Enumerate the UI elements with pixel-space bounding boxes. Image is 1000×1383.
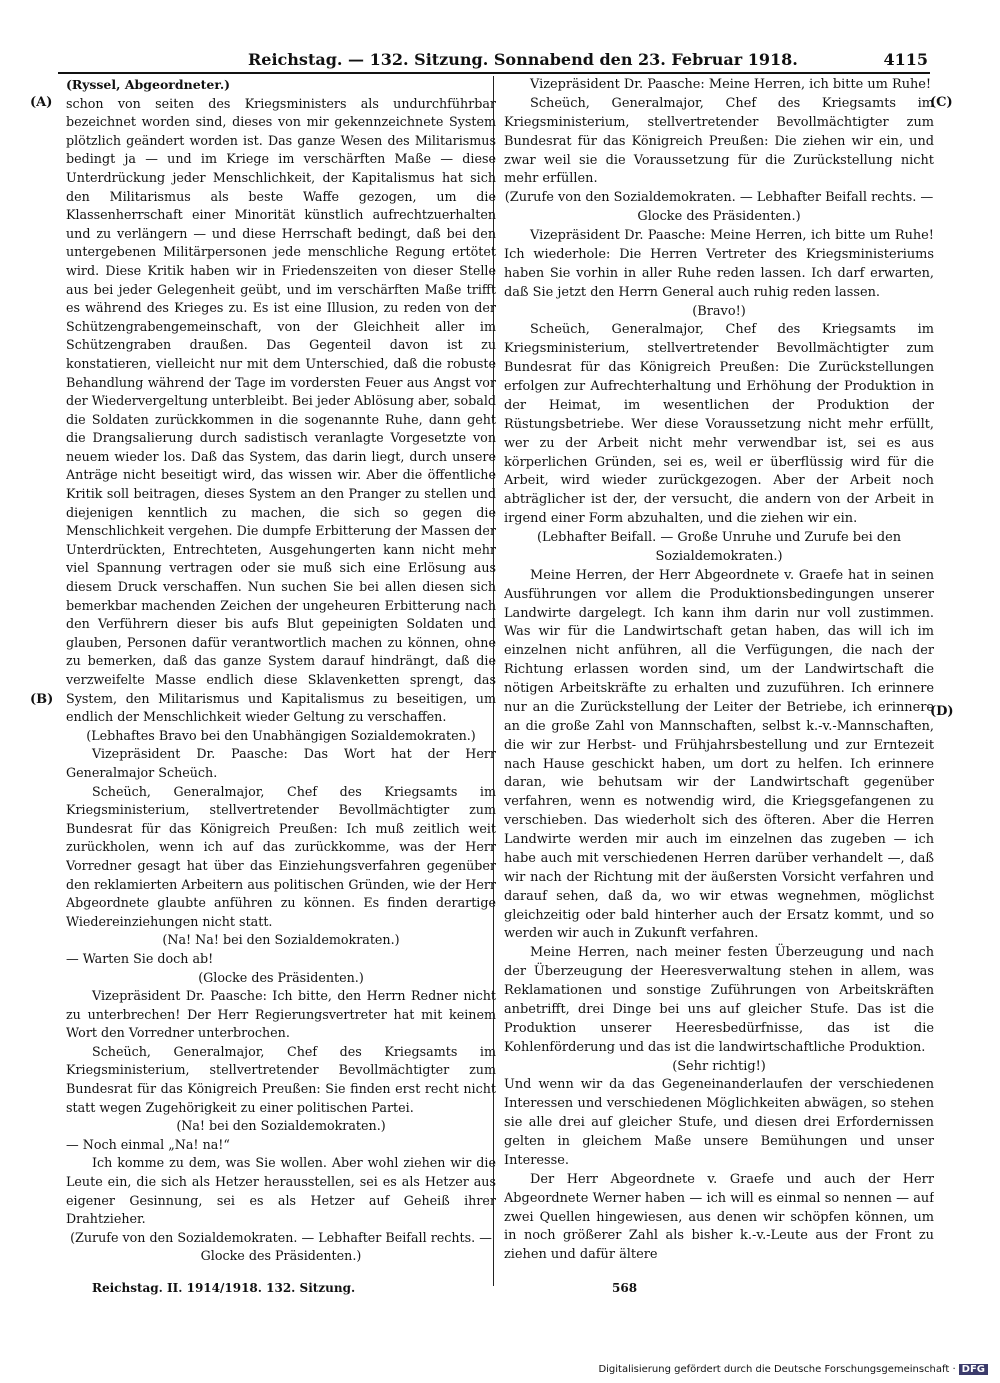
paragraph: — Warten Sie doch ab! — [66, 950, 214, 966]
interjection: (Lebhaftes Bravo bei den Unabhängigen Sozialdemokraten.) — [86, 727, 476, 743]
interjection: (Sehr richtig!) — [672, 1058, 766, 1074]
right-column — [504, 76, 934, 1296]
paragraph: Scheüch, Generalmajor, Chef des Kriegsamts im Kriegsministerium, stellvertretender Bevollmächtigter zum Bundesrat für das Königreich Preußen: Ich muß zeitlich weit zurückholen, wenn ich auf das zurückkomme, was der Herr Vorredner gesagt hat über das Einziehungsverfahren gegenüber den reklamierten Arbeitern aus politischen Gründen, wie der Herr Abgeordnete glaubte anführen zu können. Es finden derartige Wiedereinziehungen nicht statt. — [66, 783, 496, 929]
interjection: (Na! Na! bei den Sozialdemokraten.) — [162, 932, 400, 948]
paragraph: Meine Herren, der Herr Abgeordnete v. Graefe hat in seinen Ausführungen vor allem die Produktionsbedingungen unserer Landwirte dargelegt. Ich kann ihm darin nur voll zustimmen. Was wir für die Landwirtschaft getan haben, das will ich im einzelnen nicht anführen, all die Verfügungen, die nach der Richtung erlassen worden sind, um der Landwirtschaft die nötigen Arbeitskräfte zu erhalten und zuzuführen. Ich erinnere nur an die Zurückstellung der Leiter der Betriebe, ich erinnere an die große Zahl von Mannschaften, selbst k.-v.-Mannschaften, die wir zur Herbst- und Frühjahrsbestellung und zur Erntezeit nach Hause geschickt haben, um dort zu helfen. Ich erinnere daran, wie behutsam wir der Landwirtschaft gegenüber verfahren, wenn es notwendig wird, die Kriegsgefangenen zu verschieben. Das wiederholt sich des öfteren. Aber die Herren Landwirte werden mir auch im einzelnen das zugeben — ich habe auch mit verschiedenen Herren darüber verhandelt —, daß wir nach der Richtung mit der äußersten Vorsicht verfahren und darauf sehen, daß da, wo wir etwas wegnehmen, möglichst gleichzeitig oder bald hinterher auch der Ersatz kommt, und so werden wir auch in Zukunft verfahren. — [504, 567, 934, 942]
sheet-number: 568 — [612, 1281, 638, 1295]
left-column — [66, 76, 496, 1296]
paragraph: Und wenn wir da das Gegeneinanderlaufen der verschiedenen Interessen und verschiedenen Möglichkeiten abwägen, so stehen sie alle drei auf gleicher Stufe, und diesen drei Erfordernissen gelten in gleichem Maße unsere Bemühungen und unser Interesse. — [504, 1077, 934, 1168]
dfg-logo: DFG — [959, 1364, 988, 1375]
margin-marker-b: (B) — [30, 692, 54, 707]
paragraph: Der Herr Abgeordnete v. Graefe und auch der Herr Abgeordnete Werner haben — ich will es einmal so nennen — auf zwei Quellen hingewiesen, aus denen wir schöpfen können, um in noch größerer Zahl als bisher k.-v.-Leute aus der Front zu ziehen und dafür ältere — [504, 1171, 934, 1263]
paragraph: Vizepräsident Dr. Paasche: Meine Herren, ich bitte um Ruhe! — [530, 77, 932, 92]
credit-text: Digitalisierung gefördert durch die Deutsche Forschungsgemeinschaft · — [598, 1364, 956, 1375]
digitization-credit — [598, 1364, 988, 1375]
speaker-note: (Ryssel, Abgeordneter.) — [66, 77, 231, 92]
margin-marker-d: (D) — [930, 704, 954, 719]
paragraph: Ich komme zu dem, was Sie wollen. Aber wohl ziehen wir die Leute ein, die sich als Hetzer herausstellen, sei es als Hetzer aus eigener Gesinnung, sei es als Hetzer auf Geheiß ihrer Drahtzieher. — [66, 1155, 496, 1227]
paragraph: Meine Herren, nach meiner festen Überzeugung und nach der Überzeugung der Heeresverwaltung stehen in allem, was Reklamationen und sonstige Zuführungen von Arbeitskräften anbetrifft, drei Dinge bei uns auf gleicher Stufe. Das ist die Produktion unserer Heeresbedürfnisse, das ist die Kohlenförderung und das ist die landwirtschaftliche Produktion. — [504, 945, 934, 1055]
margin-marker-a: (A) — [30, 95, 53, 110]
paragraph: Scheüch, Generalmajor, Chef des Kriegsamts im Kriegsministerium, stellvertretender Bevollmächtigter zum Bundesrat für das Königreich Preußen: Sie finden erst recht nicht statt wegen Zugehörigkeit zu einer politischen Partei. — [66, 1043, 496, 1115]
paragraph: Vizepräsident Dr. Paasche: Meine Herren, ich bitte um Ruhe! Ich wiederhole: Die Herren Vertreter des Kriegsministeriums haben Sie vorhin in aller Ruhe reden lassen. Ich darf erwarten, daß Sie jetzt den Herrn General auch ruhig reden lassen. — [504, 228, 934, 300]
page-header — [58, 50, 930, 74]
paragraph: Scheüch, Generalmajor, Chef des Kriegsamts im Kriegsministerium, stellvertretender Bevollmächtigter zum Bundesrat für das Königreich Preußen: Die Zurückstellungen erfolgen zur Aufrechterhaltung und Erhöhung der Produktion in der Heimat, im wesentlichen der Produktion der Rüstungsbetriebe. Wer diese Voraussetzung nicht mehr erfüllt, wer zu der Arbeit nicht mehr verwendbar ist, sei es aus körperlichen Gründen, sei es, weil er überflüssig wird für die Arbeit, wird wieder zurückgezogen. Aber der Arbeit noch abträglicher ist der, der versucht, die andern von der Arbeit in irgend einer Form abzuhalten, und die ziehen wir ein. — [504, 322, 934, 527]
interjection: (Glocke des Präsidenten.) — [198, 969, 364, 985]
margin-marker-c: (C) — [930, 95, 953, 110]
volume-footnote: Reichstag. II. 1914/1918. 132. Sitzung. — [92, 1281, 356, 1295]
paragraph: Vizepräsident Dr. Paasche: Das Wort hat der Herr Generalmajor Scheüch. — [66, 746, 496, 780]
interjection: (Lebhafter Beifall. — Große Unruhe und Zurufe bei den Sozialdemokraten.) — [536, 530, 902, 564]
page-number: 4115 — [883, 50, 928, 69]
interjection: (Bravo!) — [692, 303, 746, 319]
interjection: (Zurufe von den Sozialdemokraten. — Lebhafter Beifall rechts. — Glocke des Präsidenten.) — [504, 190, 934, 225]
header-title: Reichstag. — 132. Sitzung. Sonnabend den 23. Februar 1918. — [248, 50, 798, 69]
paragraph: Scheüch, Generalmajor, Chef des Kriegsamts im Kriegsministerium, stellvertretender Bevollmächtigter zum Bundesrat für das Königreich Preußen: Die ziehen wir ein, und zwar weil sie die Voraussetzung für die Zurückstellung nicht mehr erfüllen. — [504, 95, 934, 187]
paragraph: schon von seiten des Kriegsministers als undurchführbar bezeichnet worden sind, dieses von mir gekennzeichnete System plötzlich geändert worden ist. Das ganze Wesen des Militarismus bedingt ja — und im Kriege im verschärften Maße — diese Unterdrückung jeder Menschlichkeit, der Kapitalismus hat sich den Militarismus als beste Waffe gezogen, um die Klassenherrschaft einer Minorität künstlich aufrechtzuerhalten und zu verlängern — und diese Herrschaft bedingt, daß bei den untergebenen Militärpersonen jede menschliche Regung ertötet wird. Diese Kritik haben wir in Friedenszeiten von dieser Stelle aus bei jeder Gelegenheit geübt, und im verschärften Maße trifft es während des Krieges zu. Es ist eine Illusion, zu reden von der Schützengrabengemeinschaft, von der Gleichheit aller im Schützengraben draußen. Das Gegenteil davon ist zu konstatieren, vielleicht nur mit dem Unterschied, daß die robuste Behandlung während der Tage im vordersten Feuer aus Angst vor der Wiedervergeltung unterbleibt. Bei jeder Ablösung aber, sobald die Soldaten zurückkommen in die sogenannte Ruhe, dann geht die Drangsalierung durch sadistisch veranlagte Vorgesetzte von neuem wieder los. Daß das System, das darin liegt, durch unsere Anträge nicht beseitigt wird, das wissen wir. Aber die öffentliche Kritik soll beitragen, dieses System an den Pranger zu stellen und diejenigen kenntlich zu machen, die sich so gegen die Menschlichkeit vergehen. Die dumpfe Erbitterung der Massen der Unterdrückten, Entrechteten, Ausgehungerten kann nicht mehr viel Spannung vertragen oder sie muß sich eine Erlösung aus diesem Druck verschaffen. Nun suchen Sie bei allen diesen sich bemerkbar machenden Zeichen der ungeheuren Erbitterung nach den Verführern dieser bis aufs Blut gepeinigten Soldaten und glauben, Personen dafür verantwortlich machen zu können, ohne zu bemerken, daß das ganze System darauf hindrängt, daß die verzweifelte Masse endlich diese Sklavenketten sprengt, das System, den Militarismus und Kapitalismus zu beseitigen, um endlich der Menschlichkeit wieder Geltung zu verschaffen. — [66, 95, 496, 725]
paragraph: — Noch einmal „Na! na!“ — [66, 1136, 230, 1152]
interjection: (Zurufe von den Sozialdemokraten. — Lebhafter Beifall rechts. — Glocke des Präsidenten.) — [70, 1229, 492, 1264]
interjection: (Na! bei den Sozialdemokraten.) — [176, 1118, 386, 1134]
paragraph: Vizepräsident Dr. Paasche: Ich bitte, den Herrn Redner nicht zu unterbrechen! Der Herr Regierungsvertreter hat mit keinem Wort den Vorredner unterbrochen. — [66, 988, 496, 1041]
